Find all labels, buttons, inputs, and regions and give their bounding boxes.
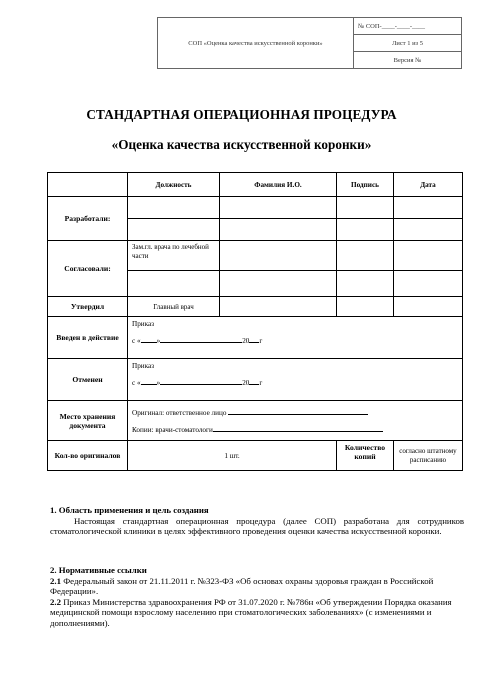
- agreed-name-2: [220, 271, 337, 297]
- row-originals-count-label: Кол-во оригиналов: [48, 441, 128, 471]
- developed-date-1: [394, 197, 463, 219]
- col-position-header: Должность: [128, 173, 220, 197]
- developed-position-2: [128, 219, 220, 241]
- cancelled-order-cell: [128, 359, 463, 401]
- col-signature-header: Подпись: [337, 173, 394, 197]
- section-2: [50, 565, 464, 629]
- document-title: СТАНДАРТНАЯ ОПЕРАЦИОННАЯ ПРОЦЕДУРА: [86, 107, 397, 122]
- originals-count-value: 1 шт.: [128, 441, 337, 471]
- row-developed-label: Разработали:: [48, 197, 128, 241]
- row-approved-label: Утвердил: [48, 297, 128, 317]
- cancelled-date-line: с « » 20 г: [132, 379, 263, 387]
- agreed-date-2: [394, 271, 463, 297]
- section-2-item-2: 2.2 Приказ Министерства здравоохранения РФ от 31.07.2020 г. №786н «Об утверждении Порядка оказания медицинской помощи взрослому населению при стоматологических заболеваниях» (с изменениями и дополнениями).: [50, 596, 452, 628]
- developed-position-1: [128, 197, 220, 219]
- approved-name: [220, 297, 337, 317]
- header-sop-name: СОП «Оценка качества искусственной коронки»: [158, 18, 354, 69]
- section-1-heading: 1. Область применения и цель создания: [50, 505, 209, 515]
- row-introduced-label: Введен в действие: [48, 317, 128, 359]
- section-1: [50, 505, 464, 537]
- developed-signature-1: [337, 197, 394, 219]
- agreed-position-1: Зам.гл. врача по лечебной части: [128, 241, 220, 271]
- copies-count-label: Количество копий: [337, 441, 394, 471]
- introduced-order-label: Приказ: [132, 320, 155, 328]
- header-sop-number: № СОП-____-____-____: [354, 18, 462, 35]
- section-1-text: Настоящая стандартная операционная процедура (далее СОП) разработана для сотрудников стоматологической клиники в целях эффективного проведения оценки качества искусственной коронки.: [50, 515, 464, 537]
- agreed-name-1: [220, 241, 337, 271]
- approval-table: [47, 172, 463, 471]
- approved-signature: [337, 297, 394, 317]
- introduced-order-cell: [128, 317, 463, 359]
- storage-original: Оригинал: ответственное лицо: [128, 407, 462, 418]
- row-storage-label: Место хранения документа: [48, 401, 128, 441]
- developed-date-2: [394, 219, 463, 241]
- storage-cell: [128, 401, 463, 441]
- header-sheet: Лист 1 из 5: [354, 35, 462, 52]
- section-2-heading: 2. Нормативные ссылки: [50, 565, 147, 575]
- developed-name-2: [220, 219, 337, 241]
- row-cancelled-label: Отменен: [48, 359, 128, 401]
- storage-copies: Копии: врачи-стоматологи: [128, 424, 462, 435]
- agreed-signature-1: [337, 241, 394, 271]
- header-version: Версия №: [354, 52, 462, 69]
- agreed-signature-2: [337, 271, 394, 297]
- cancelled-order-label: Приказ: [132, 362, 155, 370]
- developed-name-1: [220, 197, 337, 219]
- approved-date: [394, 297, 463, 317]
- copies-count-value: согласно штатному расписанию: [394, 441, 463, 471]
- row-agreed-label: Согласовали:: [48, 241, 128, 297]
- agreed-position-2: [128, 271, 220, 297]
- introduced-date-line: с « » 20 г: [132, 337, 263, 345]
- section-2-item-1: 2.1 Федеральный закон от 21.11.2011 г. №323-ФЗ «Об основах охраны здоровья граждан в Российской Федерации».: [50, 575, 434, 597]
- developed-signature-2: [337, 219, 394, 241]
- table-corner-cell: [48, 173, 128, 197]
- col-name-header: Фамилия И.О.: [220, 173, 337, 197]
- col-date-header: Дата: [394, 173, 463, 197]
- document-header: [157, 17, 462, 69]
- document-subtitle: «Оценка качества искусственной коронки»: [111, 137, 372, 152]
- agreed-date-1: [394, 241, 463, 271]
- approved-position: Главный врач: [128, 297, 220, 317]
